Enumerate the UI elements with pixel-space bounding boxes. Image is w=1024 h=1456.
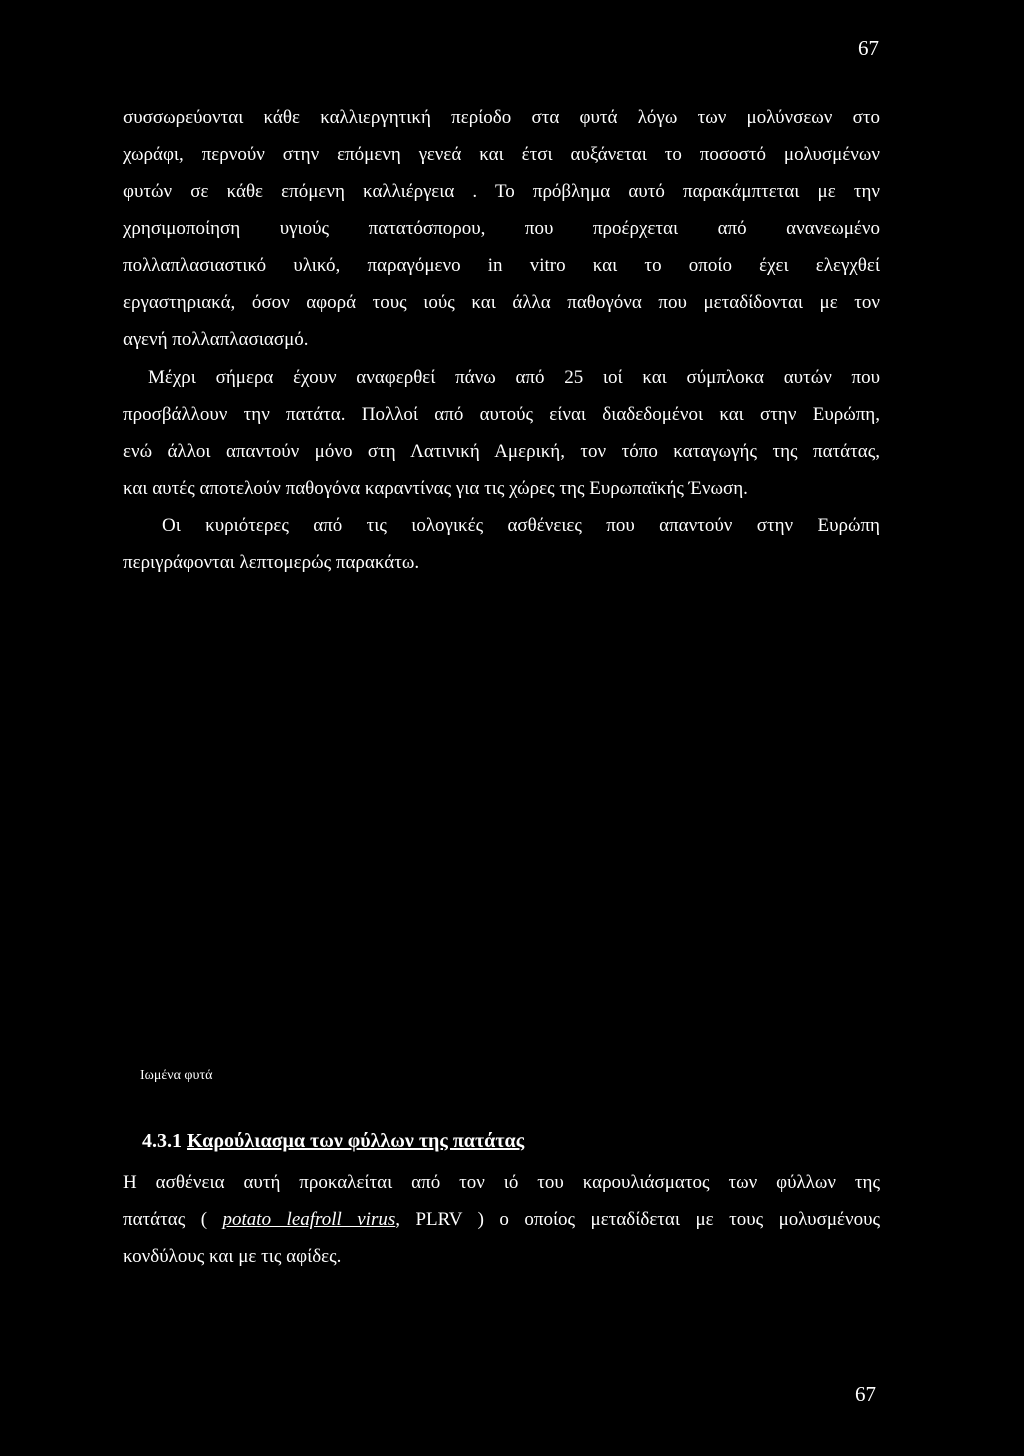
section-number: 4.3.1: [142, 1130, 182, 1152]
section-title: Καρούλιασμα των φύλλων της πατάτας: [187, 1130, 525, 1152]
body-line: περιγράφονται λεπτομερώς παρακάτω.: [123, 552, 420, 573]
figure-caption: Ιωμένα φυτά: [140, 1068, 213, 1083]
body-line: φυτών σε κάθε επόμενη καλλιέργεια . Το πρόβλημα αυτό παρακάμπτεται με την: [123, 181, 880, 202]
page-number-bottom: 67: [855, 1382, 876, 1406]
section-line: Η ασθένεια αυτή προκαλείται από τον ιό του καρουλιάσματος των φύλλων της: [123, 1172, 880, 1193]
section-line-text: πατάτας (: [123, 1209, 208, 1230]
section-line: [123, 1208, 880, 1232]
body-line: χωράφι, περνούν στην επόμενη γενεά και έτσι αυξάνεται το ποσοστό μολυσμένων: [123, 144, 880, 165]
page-number-top: 67: [858, 36, 879, 60]
body-line: Οι κυριότερες από τις ιολογικές ασθένειες που απαντούν στην Ευρώπη: [162, 515, 880, 536]
body-line: αγενή πολλαπλασιασμό.: [123, 329, 309, 350]
body-line: εργαστηριακά, όσον αφορά τους ιούς και άλλα παθογόνα που μεταδίδονται με τον: [123, 292, 880, 313]
section-heading: [142, 1130, 524, 1153]
latin-virus-name: potato leafroll virus: [222, 1209, 396, 1230]
section-line: κονδύλους και με τις αφίδες.: [123, 1246, 342, 1267]
body-line: και αυτές αποτελούν παθογόνα καραντίνας για τις χώρες της Ευρωπαϊκής Ένωση.: [123, 478, 748, 499]
body-line: συσσωρεύονται κάθε καλλιεργητική περίοδο στα φυτά λόγω των μολύνσεων στο: [123, 107, 880, 128]
body-line: πολλαπλασιαστικό υλικό, παραγόμενο in vitro και το οποίο έχει ελεγχθεί: [123, 255, 880, 276]
body-line: προσβάλλουν την πατάτα. Πολλοί από αυτούς είναι διαδεδομένοι και στην Ευρώπη,: [123, 404, 880, 425]
body-line: χρησιμοποίηση υγιούς πατατόσπορου, που προέρχεται από ανανεωμένο: [123, 218, 880, 239]
body-line: ενώ άλλοι απαντούν μόνο στη Λατινική Αμερική, τον τόπο καταγωγής της πατάτας,: [123, 441, 880, 462]
body-line: Μέχρι σήμερα έχουν αναφερθεί πάνω από 25 ιοί και σύμπλοκα αυτών που: [148, 367, 880, 388]
section-line-text: , PLRV ) ο οποίος μεταδίδεται με τους μολυσμένους: [395, 1209, 881, 1230]
